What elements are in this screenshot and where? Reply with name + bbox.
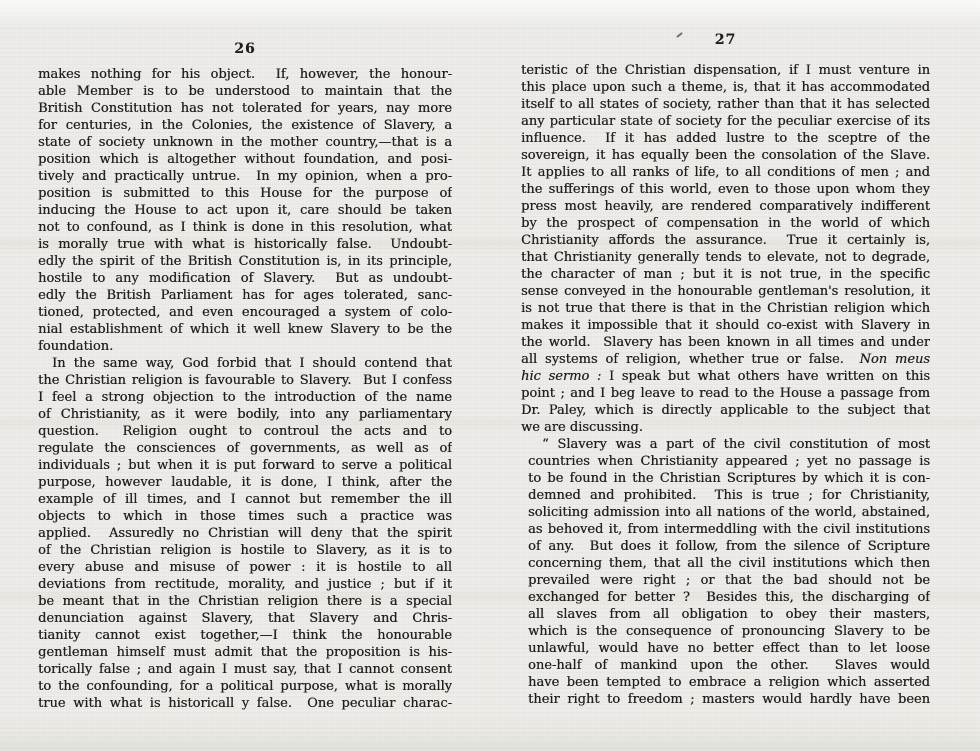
paragraph xyxy=(38,66,452,355)
text-line: their right to freedom ; masters would hardly have been xyxy=(528,692,930,707)
text-line: tianity cannot exist together,—I think the honourable xyxy=(38,628,452,643)
page-number-right: 27 xyxy=(714,32,737,48)
text-line: all systems of religion, whether true or false. Non meus xyxy=(521,352,930,367)
text-line: tioned, protected, and even encouraged a system of colo- xyxy=(38,305,452,320)
text-line: to the confounding, for a political purpose, what is morally xyxy=(38,679,452,694)
text-line: soliciting admission into all nations of the world, abstained, xyxy=(528,505,930,520)
text-line: nial establishment of which it well knew Slavery to be the xyxy=(38,322,452,337)
text-line: teristic of the Christian dispensation, if I must venture in xyxy=(521,63,930,78)
text-line: of Christianity, as it were bodily, into any parliamentary xyxy=(38,407,452,422)
paragraph xyxy=(38,355,452,712)
text-line: concerning them, that all the civil institutions which then xyxy=(528,556,930,571)
text-line: hostile to any modification of Slavery. But as undoubt- xyxy=(38,271,452,286)
page-left-26 xyxy=(38,41,452,711)
text-line: which is the consequence of pronouncing Slavery to be xyxy=(528,624,930,639)
text-line: British Constitution has not tolerated for years, nay more xyxy=(38,101,452,116)
text-line: Christianity affords the assurance. True it certainly is, xyxy=(521,233,930,248)
text-line: not to confound, as I think is done in this resolution, what xyxy=(38,220,452,235)
text-line: foundation. xyxy=(38,339,114,354)
text-line: unlawful, would have no better effect than to let loose xyxy=(528,641,930,656)
text-line: position which is altogether without foundation, and posi- xyxy=(38,152,452,167)
text-line: the Christian religion is favourable to Slavery. But I confess xyxy=(38,373,452,388)
text-line: In the same way, God forbid that I should contend that xyxy=(52,356,452,371)
text-line: have been tempted to embrace a religion which asserted xyxy=(528,675,930,690)
text-line: example of ill times, and I cannot but remember the ill xyxy=(38,492,452,507)
text-line: edly the spirit of the British Constitution is, in its principle, xyxy=(38,254,452,269)
text-line: for centuries, in the Colonies, the existence of Slavery, a xyxy=(38,118,452,133)
text-line: inducing the House to act upon it, care should be taken xyxy=(38,203,452,218)
text-line: gentleman himself must admit that the proposition is his- xyxy=(38,645,452,660)
text-line: that Christianity generally tends to elevate, not to degrade, xyxy=(521,250,930,265)
text-line: torically false ; and again I must say, that I cannot consent xyxy=(38,662,452,677)
text-line: demned and prohibited. This is true ; for Christianity, xyxy=(528,488,930,503)
text-line: the character of man ; but it is not true, in the specific xyxy=(521,267,930,282)
text-line: of any. But does it follow, from the silence of Scripture xyxy=(528,539,930,554)
text-line: applied. Assuredly no Christian will deny that the spirit xyxy=(38,526,452,541)
text-line: the world. Slavery has been known in all times and under xyxy=(521,335,930,350)
text-line: itself to all states of society, rather than that it has selected xyxy=(521,97,930,112)
text-line: Dr. Paley, which is directly applicable to the subject that xyxy=(521,403,930,418)
text-line: true with what is historicall y false. One peculiar charac- xyxy=(38,696,452,711)
text-line: purpose, however laudable, it is done, I think, after the xyxy=(38,475,452,490)
text-line: one-half of mankind upon the other. Slaves would xyxy=(528,658,930,673)
text-line: regulate the consciences of governments, as well as of xyxy=(38,441,452,456)
page-text xyxy=(521,62,930,708)
text-line: this place upon such a theme, is, that it has accommodated xyxy=(521,80,930,95)
paragraph xyxy=(521,62,930,436)
text-line: all slaves from all obligation to obey their masters, xyxy=(528,607,930,622)
page-text xyxy=(38,66,452,712)
text-line: hic sermo : I speak but what others have written on this xyxy=(521,369,930,384)
text-line: prevailed were right ; or that the bad should not be xyxy=(528,573,930,588)
text-line: of the Christian religion is hostile to Slavery, as it is to xyxy=(38,543,452,558)
text-line: by the prospect of compensation in the world of which xyxy=(521,216,930,231)
text-line: sovereign, it has equally been the consolation of the Slave. xyxy=(521,148,930,163)
text-line: individuals ; but when it is put forward to serve a political xyxy=(38,458,452,473)
text-line: denunciation against Slavery, that Slavery and Chris- xyxy=(38,611,452,626)
text-line: influence. If it has added lustre to the sceptre of the xyxy=(521,131,930,146)
text-line: be meant that in the Christian religion there is a special xyxy=(38,594,452,609)
text-line: sense conveyed in the honourable gentleman's resolution, it xyxy=(521,284,930,299)
page-right-27 xyxy=(521,32,930,707)
text-line: every abuse and misuse of power : it is hostile to all xyxy=(38,560,452,575)
text-line: edly the British Parliament has for ages tolerated, sanc- xyxy=(38,288,452,303)
paragraph xyxy=(521,436,930,708)
text-line: state of society unknown in the mother country,—that is a xyxy=(38,135,452,150)
text-line: It applies to all ranks of life, to all conditions of men ; and xyxy=(521,165,930,180)
text-line: we are discussing. xyxy=(521,420,643,435)
text-line: I feel a strong objection to the introduction of the name xyxy=(38,390,452,405)
text-line: tively and practically untrue. In my opinion, when a pro- xyxy=(38,169,452,184)
text-line: point ; and I beg leave to read to the House a passage from xyxy=(521,386,930,401)
text-line: makes it impossible that it should co-exist with Slavery in xyxy=(521,318,930,333)
text-line: to be found in the Christian Scriptures by which it is con- xyxy=(528,471,930,486)
text-line: countries when Christianity appeared ; yet no passage is xyxy=(528,454,930,469)
text-line: press most heavily, are rendered comparatively indifferent xyxy=(521,199,930,214)
text-line: question. Religion ought to controul the acts and to xyxy=(38,424,452,439)
text-line: makes nothing for his object. If, however, the honour- xyxy=(38,67,452,82)
text-line: is morally true with what is historically false. Undoubt- xyxy=(38,237,452,252)
text-line: any particular state of society for the peculiar exercise of its xyxy=(521,114,930,129)
text-line: “ Slavery was a part of the civil constitution of most xyxy=(542,437,930,452)
text-line: objects to which in those times such a practice was xyxy=(38,509,452,524)
text-line: able Member is to be understood to maintain that the xyxy=(38,84,452,99)
text-line: is not true that there is that in the Christian religion which xyxy=(521,301,930,316)
text-line: exchanged for better ? Besides this, the discharging of xyxy=(528,590,930,605)
text-line: position is submitted to this House for the purpose of xyxy=(38,186,452,201)
text-line: the sufferings of this world, even to those upon whom they xyxy=(521,182,930,197)
text-line: deviations from rectitude, morality, and justice ; but if it xyxy=(38,577,452,592)
page-number-left: 26 xyxy=(234,41,256,57)
text-line: as behoved it, from intermeddling with the civil institutions xyxy=(528,522,930,537)
